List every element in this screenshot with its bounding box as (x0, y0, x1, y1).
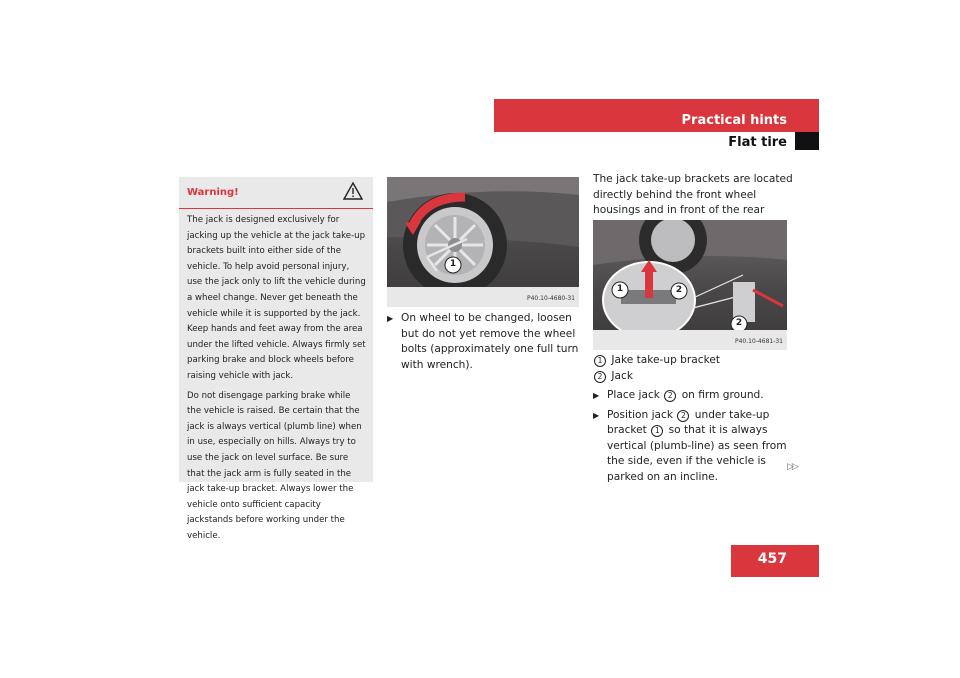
bullet-text-part: Place jack (607, 389, 660, 401)
warning-paragraph-2: Do not disengage parking brake while the vehicle is raised. Be certain that the jack is always vertical (plumb line) when in use, especially on hills. Always try to use the jack on level surface. Be sure that the jack arm is fully seated in the jack take-up bracket. Always lower the vehicle onto sufficient capacity jackstands before working under the vehicle. (187, 390, 362, 541)
legend-number: 2 (594, 371, 606, 383)
warning-paragraph-1: The jack is designed exclusively for jacking up the vehicle at the jack take-up brackets built into either side of the vehicle. To help avoid personal injury, use the jack only to lift the vehicle during a wheel change. Never get beneath the vehicle while it is supported by the jack. Keep hands and feet away from the area under the lifted vehicle. Always firmly set parking brake and block wheels before raising vehicle with jack. (187, 215, 366, 381)
bullet-text-part: under take-up bracket (607, 408, 770, 436)
warning-box (179, 177, 373, 541)
bullet-arrow-icon: ▶ (387, 314, 394, 323)
bullet-place-jack (593, 388, 793, 404)
legend-label: Jake take-up bracket (611, 354, 721, 366)
wheel-bolts-photo (387, 177, 579, 307)
callout-2: 2 (675, 285, 683, 295)
callout-1: 1 (449, 259, 457, 269)
instruction-column-3 (593, 353, 793, 485)
subsection-title (494, 132, 791, 153)
legend-label: Jack (611, 369, 633, 382)
bullet-text (607, 388, 764, 404)
ref-number: 2 (664, 390, 676, 402)
section-title: Practical hints (681, 113, 787, 128)
bullet-loosen-bolts (387, 311, 579, 373)
photo-code: P40.10-4681-31 (734, 338, 783, 345)
subsection-label: Flat tire (728, 135, 787, 150)
header-band (494, 99, 819, 132)
warning-divider (179, 208, 373, 209)
bullet-text-part: Position jack (607, 408, 674, 421)
bullet-arrow-icon: ▶ (593, 391, 600, 400)
jack-position-photo (593, 220, 787, 350)
legend-item-2 (593, 369, 793, 385)
ref-number: 1 (651, 425, 663, 437)
callout-1: 1 (616, 284, 624, 294)
bullet-text (607, 408, 793, 486)
jack-bracket-intro: The jack take-up brackets are located directly behind the front wheel housings and in front of the rear (593, 173, 793, 216)
bullet-text-part: on firm ground. (681, 389, 764, 401)
legend-number: 1 (594, 355, 606, 367)
bullet-text-part: so that it is always vertical (plumb-line) as seen from the side, even if the vehicle is parked on an incline. (607, 424, 787, 483)
continued-arrow-icon: ▷▷ (787, 462, 797, 472)
page-number-box (731, 545, 819, 577)
warning-title: Warning! (187, 187, 239, 198)
section-tab-marker (795, 132, 819, 150)
callout-2-jack: 2 (735, 318, 743, 328)
bullet-arrow-icon: ▶ (593, 410, 600, 420)
legend-item-1 (593, 353, 793, 369)
warning-triangle-icon (343, 181, 363, 201)
photo-code: P40.10-4680-31 (526, 295, 575, 302)
bullet-position-jack (593, 408, 793, 486)
bullet-text: On wheel to be changed, loosen but do not yet remove the wheel bolts (approximately one full turn with wrench). (401, 312, 579, 371)
warning-body (187, 213, 367, 548)
page-number: 457 (757, 551, 787, 567)
instruction-column-2 (387, 311, 579, 373)
ref-number: 2 (677, 410, 689, 422)
